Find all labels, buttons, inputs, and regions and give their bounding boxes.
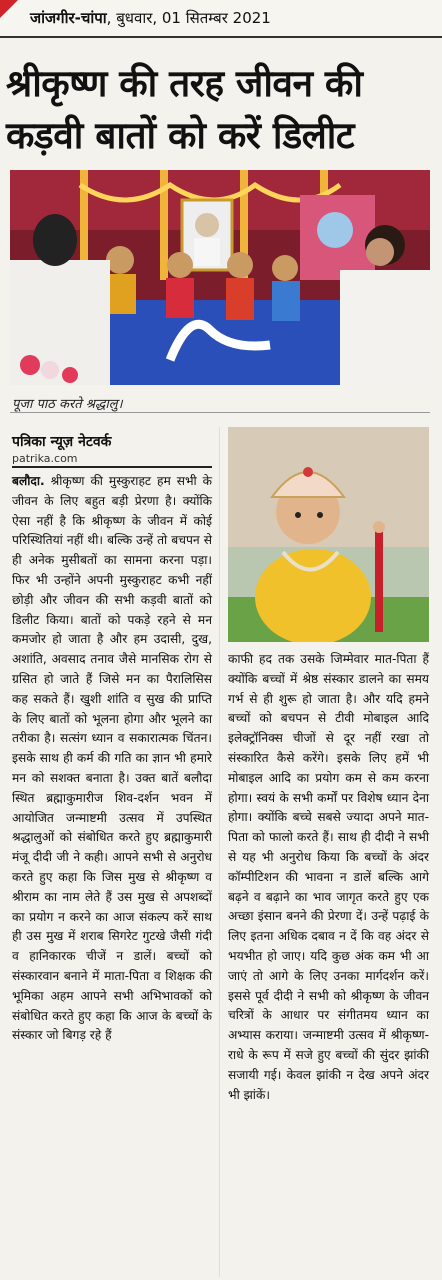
event-photo-illustration [10,170,430,385]
caption-divider [10,412,430,413]
edition-dateline [30,8,271,28]
photo-caption: पूजा पाठ करते श्रद्धालु। [12,397,123,412]
byline: पत्रिका न्यूज़ नेटवर्क [12,434,112,450]
column-divider [219,427,220,1277]
article-column-1 [12,472,212,1046]
byline-divider [12,466,212,468]
byline-url: patrika.com [12,452,78,465]
headline: श्रीकृष्ण की तरह जीवन की कड़वी बातों को करें डिलीट [6,62,363,157]
column-1-text: श्रीकृष्ण की मुस्कुराहट हम सभी के जीवन के लिए बहुत बड़ी प्रेरणा है। क्योंकि ऐसा नहीं है कि श्रीकृष्ण के जीवन में कोई परिस्थितियां नहीं थी। बल्कि उन्हें तो बचपन से ही अनेक मुसीबतों का सामना करना पड़ा। फिर भी उन्होंने अपनी मुस्कुराहट कभी नहीं छोड़ी और जीवन की सभी कड़वी बातों को डिलीट किया। बातों को पकड़े रहने से मन कमजोर हो जाता है और हम उदासी, दुख, अशांति, अवसाद तनाव जैसे मानसिक रोग से ग्रसित हो जाते हैं जिसे मन का पैरालिसिस कह सकते हैं। खुशी शांति व सुख की प्राप्ति के लिए बातों को भूलना होगा और भूलने का तरीका है। सत्संग ध्यान व सकारात्मक चिंतन। इसके साथ ही कर्म की गति का ज्ञान भी हमारे मन को सशक्त बनाता है। उक्त बातें बलौदा स्थित ब्रह्माकुमारीज शिव-दर्शन भवन में आयोजित जन्माष्टमी उत्सव में उपस्थित श्रद्धालुओं को संबोधित करते हुए ब्रह्माकुमारी मंजू दीदी जी ने कही। आपने सभी से अनुरोध करते हुए कहा कि जिस मुख से श्रीकृष्ण व श्रीराम का नाम लेते हैं उस मुख से अपशब्दों का प्रयोग न करने का आज संकल्प करें साथ ही उस मुख में शराब सिगरेट गुटखे जैसी गंदी व हानिकारक चीजें न डालें। बच्चों को संस्कारवान बनाने में माता-पिता व शिक्षक की भूमिका अहम आपने सभी अभिभावकों को संबोधित करते हुए कहा कि आज के बच्चों के संस्कार जो बिगड़ रहे हैं [12,474,213,1043]
child-krishna-illustration [228,427,429,642]
edition-date: , बुधवार, 01 सितम्बर 2021 [106,9,271,27]
article-column-2: काफी हद तक उसके जिम्मेवार मात-पिता हैं क्योंकि बच्चों में श्रेष्ठ संस्कार डालने का समय गर्भ से ही शुरू हो जाता है। और यदि हमने बच्चों को बचपन से टीवी मोबाइल आदि इलेक्ट्रॉनिक्स चीजों से दूर नहीं रखा तो संस्कारित कैसे करेंगे। इसके लिए हमें भी मोबाइल आदि का प्रयोग कम से कम करना होगा। स्वयं के सभी कर्मों पर विशेष ध्यान देना होगा। क्योंकि बच्चे सबसे ज्यादा अपने मात-पिता को फालो करते हैं। साथ ही दीदी ने सभी से यह भी अनुरोध किया कि बच्चों के अंदर कॉम्पीटिशन की भावना न डालें बल्कि आगे बढ़ने व बढ़ाने का भाव जागृत करते हुए एक अच्छा इंसान बनने की प्रेरणा दें। उन्हें पढ़ाई के लिए इतना अधिक दबाव न दें कि वह अंदर से भयभीत हो जाए। यदि कुछ अंक कम भी आ जाएं तो आगे के लिए उनका मार्गदर्शन करें। इससे पूर्व दीदी ने सभी को श्रीकृष्ण के जीवन चरित्रों के आधार पर संगीतमय ध्यान का अभ्यास कराया। जन्माष्टमी उत्सव में श्रीकृष्ण-राधे के रूप में सजे हुए बच्चों की सुंदर झांकी सजायी गई। केवल झांकी न देख अपने अंदर भी झांकें। [228,652,429,1102]
event-photo [10,170,430,385]
edition-name: जांजगीर-चांपा [30,9,107,27]
red-corner-mark [0,0,18,18]
dateline: बलौदा. [12,474,45,488]
page-header [0,0,442,38]
child-krishna-photo [228,427,429,642]
